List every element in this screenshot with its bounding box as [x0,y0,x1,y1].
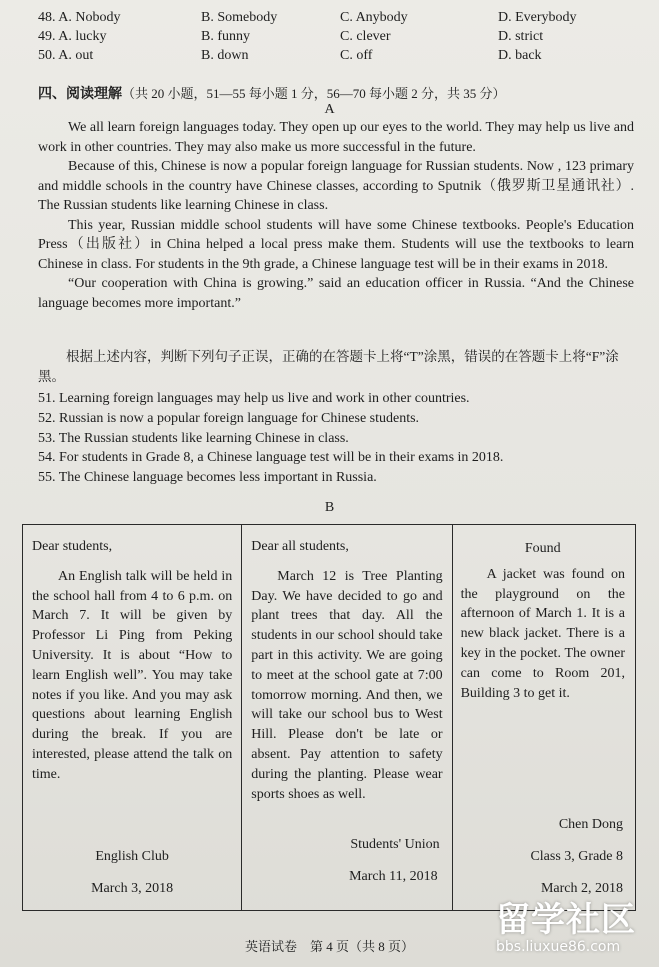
option-48-b: B. Somebody [201,10,278,25]
option-48-a: 48. A. Nobody [38,10,121,25]
watermark-url: bbs.liuxue86.com [496,939,621,955]
option-48-c: C. Anybody [340,10,408,25]
question-54: 54. For students in Grade 8, a Chinese language test will be in their exams in 2018. [38,450,504,466]
passage-a-paragraph: This year, Russian middle school students will have some Chinese textbooks. People's Education Press（出版社）in China helped a local press make them. Students will use the textbooks to learn Chinese in class. For students in the 9th grade, a Chinese language test will be in their exams in 2018. [38,217,634,272]
notice-english-talk [23,525,241,910]
notice-body: An English talk will be held in the school hall from 4 to 6 p.m. on March 7. It will be given by Professor Li Ping from Peking University. It is about “How to learn English well”. You may take notes if you like. And you may ask questions about learning English during the break. If you are interested, please attend the talk on time. [32,568,233,782]
option-row-48 [38,8,638,27]
notice-class: Class 3, Grade 8 [530,849,623,864]
watermark-brand: 留学社区 [496,900,636,940]
question-51: 51. Learning foreign languages may help us live and work in other countries. [38,391,470,406]
section-note: （共 20 小题，51—55 每小题 1 分，56—70 每小题 2 分，共 35 分） [122,86,506,101]
answer-options [38,8,638,65]
passage-a-paragraph: Because of this, Chinese is now a popular foreign language for Russian students. Now , 123 primary and middle schools in the country have Chinese classes, according to Sputnik（俄罗斯卫星通讯社）. The Russian students like learning Chinese in class. [38,159,634,213]
option-row-49 [38,27,638,46]
notice-date: March 3, 2018 [91,881,174,896]
watermark-logo [496,902,656,962]
question-list [38,389,634,488]
page-footer: 英语试卷 第 4 页（共 8 页） [244,939,414,954]
notice-date: March 11, 2018 [349,869,438,884]
passage-a-label: A [324,102,335,117]
question-53: 53. The Russian students like learning Chinese in class. [38,430,349,446]
notice-signer: Chen Dong [558,817,623,832]
passage-a [38,118,634,313]
section-title: 四、阅读理解 [38,86,122,102]
option-49-a: 49. A. lucky [38,29,107,44]
option-48-d: D. Everybody [498,10,577,25]
notice-signer: English Club [95,849,169,864]
section-heading [38,83,506,103]
notice-found [452,525,635,910]
true-false-instruction: 根据上述内容，判断下列句子正误，正确的在答题卡上将“T”涂黑，错误的在答题卡上将“F”涂黑。 [38,349,619,384]
option-49-d: D. strict [498,29,544,44]
notice-tree-planting [241,525,451,910]
option-49-c: C. clever [340,29,391,44]
option-row-50 [38,46,638,65]
passage-a-paragraph: “Our cooperation with China is growing.” said an education officer in Russia. “And the Chinese language becomes more important.” [38,276,634,311]
option-50-a: 50. A. out [38,48,94,63]
notice-table [22,524,636,911]
notice-body: A jacket was found on the playground on the afternoon of March 1. It is a new black jacket. There is a key in the pocket. The owner can come to Room 201, Building 3 to get it. [460,566,625,701]
option-49-b: B. funny [201,29,250,44]
question-55: 55. The Chinese language becomes less important in Russia. [38,470,377,486]
notice-signer: Students' Union [350,837,440,852]
notice-body: March 12 is Tree Planting Day. We have decided to go and plant trees that day. All the students in our school should take part in this activity. We are going to meet at the school gate at 7:00 tomorrow morning. And then, we will take our school bus to West Hill. Please don't be late or absent. Pay attention to safety during the planting. Please wear sports shoes as well. [251,568,443,802]
option-50-d: D. back [498,48,542,63]
passage-a-paragraph: We all learn foreign languages today. They open up our eyes to the world. They may help us live and work in other countries. They may also make us more successful in the future. [38,120,634,155]
notice-greeting: Dear students, [32,539,113,554]
question-52: 52. Russian is now a popular foreign language for Chinese students. [38,410,420,426]
notice-title: Found [524,541,561,556]
option-50-c: C. off [340,48,373,63]
notice-greeting: Dear all students, [251,539,349,554]
passage-b-label: B [324,500,335,515]
option-50-b: B. down [201,48,249,63]
notice-date: March 2, 2018 [540,881,623,896]
